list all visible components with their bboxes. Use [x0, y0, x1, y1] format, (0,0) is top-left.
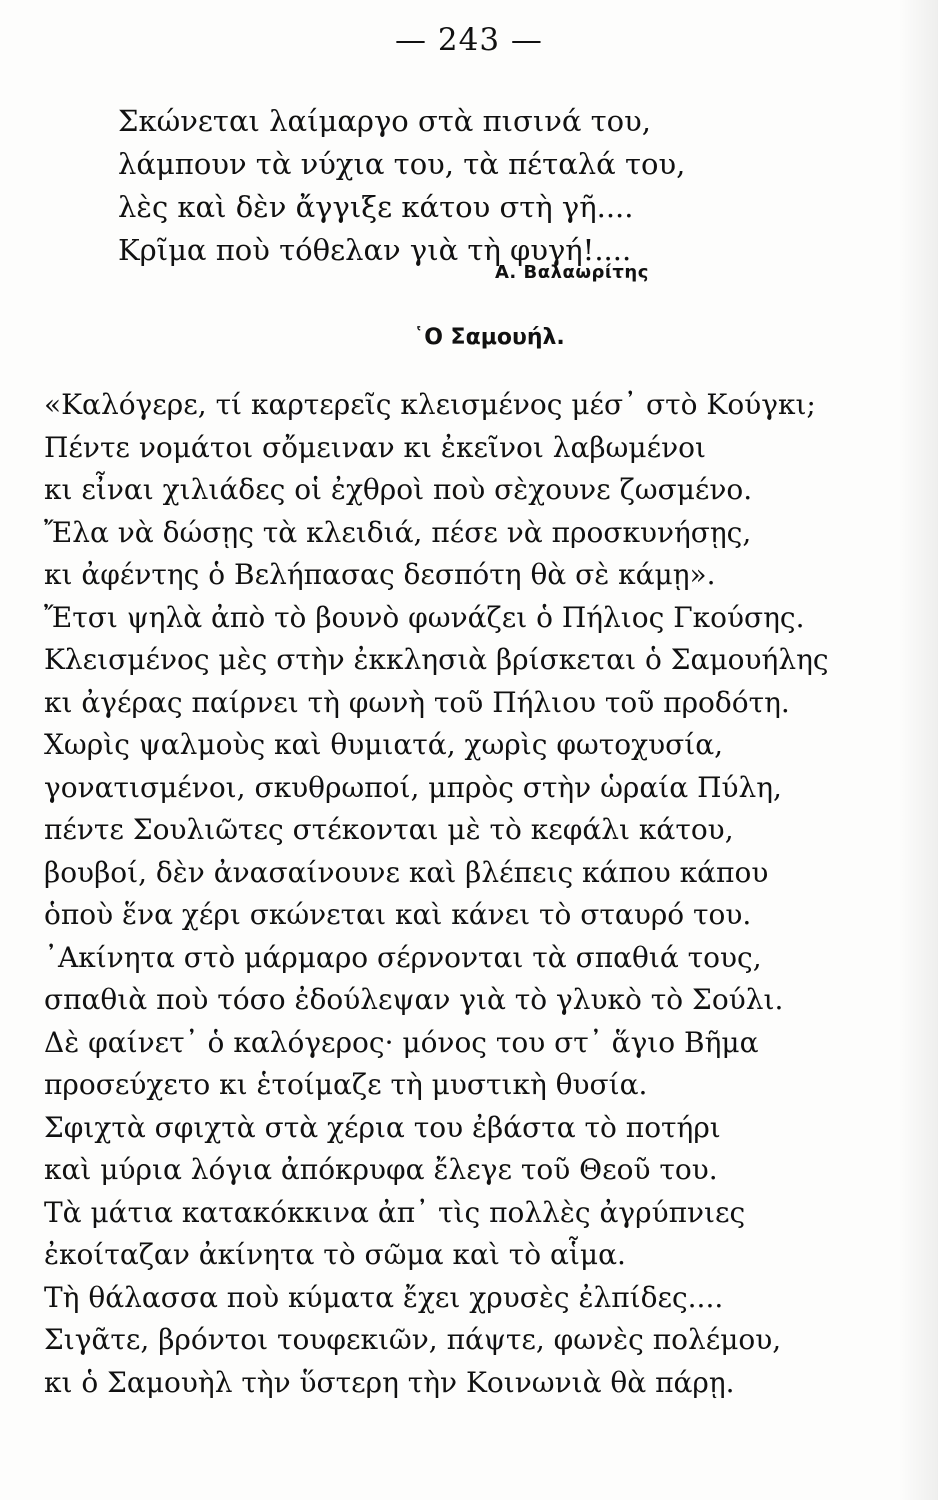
poem-body — [44, 384, 914, 1404]
poem-line: Πέντε νομάτοι σὄμειναν κι ἐκεῖνοι λαβωμένοι — [44, 430, 706, 464]
poem-line: Τὴ θάλασσα ποὺ κύματα ἔχει χρυσὲς ἐλπίδες.... — [44, 1280, 724, 1314]
poem-line: Κλεισμένος μὲς στὴν ἐκκλησιὰ βρίσκεται ὁ Σαμουήλης — [44, 643, 829, 676]
poem-line: Τὰ μάτια κατακόκκινα ἀπ᾿ τὶς πολλὲς ἀγρύπνιες — [44, 1195, 746, 1229]
poem-line: Χωρὶς ψαλμοὺς καὶ θυμιατά, χωρὶς φωτοχυσία, — [44, 728, 723, 761]
poem-line: κι ἀφέντης ὁ Βελήπασας δεσπότη θὰ σὲ κάμῃ». — [44, 558, 716, 591]
poem-line: βουβοί, δὲν ἀνασαίνουνε καὶ βλέπεις κάπου κάπου — [44, 855, 769, 889]
poem-line: κι εἶναι χιλιάδες οἱ ἐχθροὶ ποὺ σὲχουνε ζωσμένο. — [44, 473, 753, 506]
poem-line: «Καλόγερε, τί καρτερεῖς κλεισμένος μέσ᾿ στὸ Κούγκι; — [44, 388, 816, 421]
poem-line: ᾿Ακίνητα στὸ μάρμαρο σέρνονται τὰ σπαθιά τους, — [44, 940, 762, 974]
stanza-line: Κρῖμα ποὺ τόθελαν γιὰ τὴ φυγή!.... — [118, 233, 632, 267]
poem-line: ὁποὺ ἕνα χέρι σκώνεται καὶ κάνει τὸ σταυρό του. — [44, 898, 752, 931]
stanza-line: Σκώνεται λαίμαργο στὰ πισινά του, — [118, 104, 651, 138]
poem-line: Ἔτσι ψηλὰ ἀπὸ τὸ βουνὸ φωνάζει ὁ Πήλιος Γκούσης. — [44, 600, 805, 634]
author-attribution: Α. Βαλαωρίτης — [495, 262, 649, 283]
poem-line: Σφιχτὰ σφιχτὰ στὰ χέρια του ἐβάστα τὸ ποτήρι — [44, 1110, 721, 1144]
stanza-line: λάμπουν τὰ νύχια του, τὰ πέταλά του, — [118, 147, 686, 181]
poem-line: σπαθιὰ ποὺ τόσο ἐδούλεψαν γιὰ τὸ γλυκὸ τὸ Σούλι. — [44, 983, 784, 1016]
poem-line: καὶ μύρια λόγια ἀπόκρυφα ἔλεγε τοῦ Θεοῦ του. — [44, 1153, 718, 1186]
poem-line: ἐκοίταζαν ἀκίνητα τὸ σῶμα καὶ τὸ αἷμα. — [44, 1238, 626, 1271]
poem-line: γονατισμένοι, σκυθρωποί, μπρὸς στὴν ὡραία Πύλη, — [44, 770, 782, 804]
page-number: — 243 — — [395, 22, 543, 58]
poem-line: προσεύχετο κι ἑτοίμαζε τὴ μυστικὴ θυσία. — [44, 1068, 648, 1101]
poem-line: πέντε Σουλιῶτες στέκονται μὲ τὸ κεφάλι κάτου, — [44, 813, 734, 846]
poem-line: κι ὁ Σαμουὴλ τὴν ὕστερη τὴν Κοινωνιὰ θὰ πάρῃ. — [44, 1365, 735, 1399]
poem-line: Σιγᾶτε, βρόντοι τουφεκιῶν, πάψτε, φωνὲς πολέμου, — [44, 1323, 782, 1356]
closing-stanza — [118, 100, 858, 272]
poem-line: Δὲ φαίνετ᾿ ὁ καλόγερος· μόνος του στ᾿ ἅγιο Βῆμα — [44, 1025, 759, 1059]
poem-title: ῾Ο Σαμουήλ. — [413, 325, 565, 350]
poem-line: Ἔλα νὰ δώσῃς τὰ κλειδιά, πέσε νὰ προσκυνήσῃς, — [44, 515, 752, 549]
poem-line: κι ἀγέρας παίρνει τὴ φωνὴ τοῦ Πήλιου τοῦ προδότη. — [44, 685, 790, 719]
stanza-line: λὲς καὶ δὲν ἄγγιξε κάτου στὴ γῆ.... — [118, 190, 634, 224]
